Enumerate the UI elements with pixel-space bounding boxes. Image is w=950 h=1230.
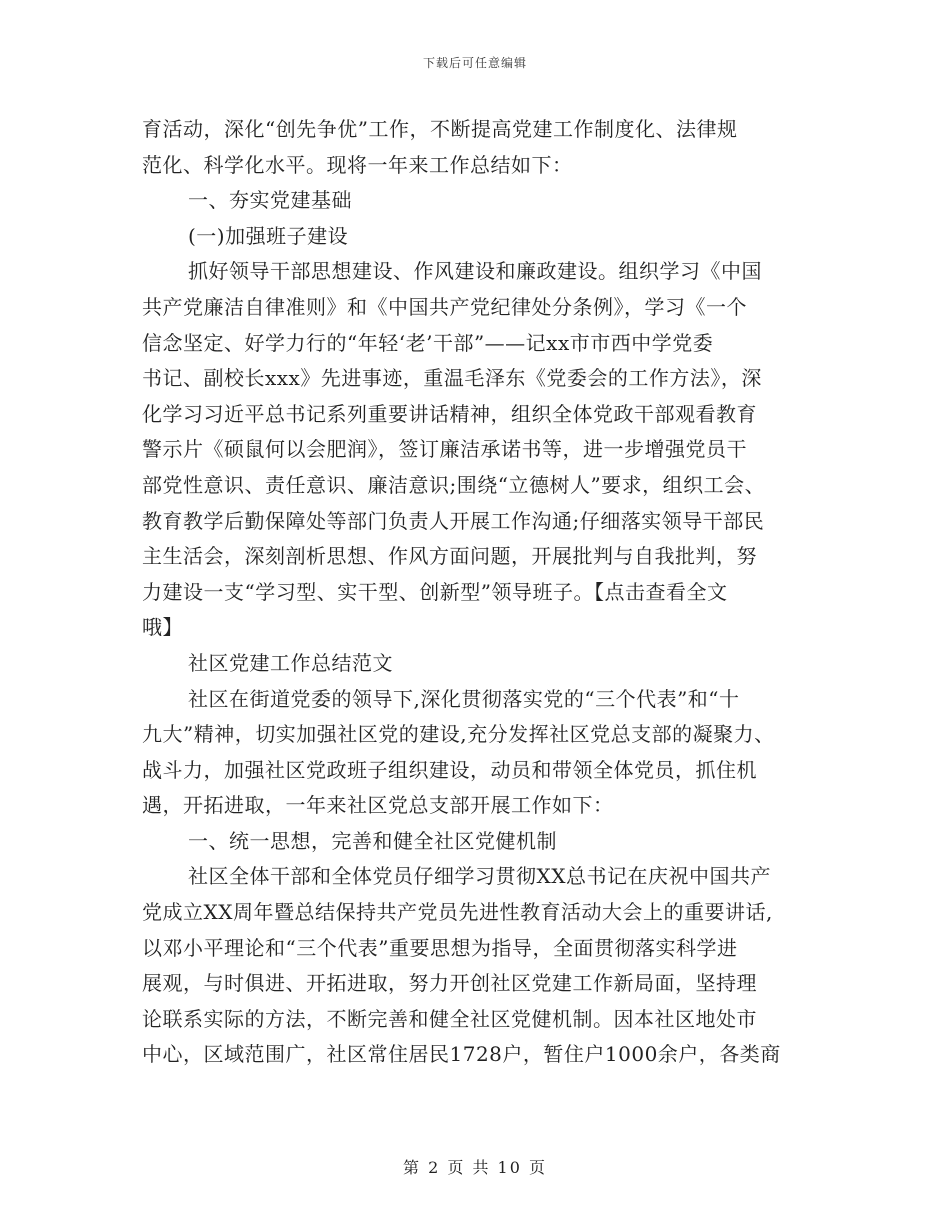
text-line: 社区全体干部和全体党员仔细学习贯彻XX总书记在庆祝中国共产 (188, 864, 771, 889)
text-line: 育活动，深化“创先争优”工作，不断提高党建工作制度化、法律规 (142, 117, 738, 141)
text-line: 以邓小平理论和“三个代表”重要思想为指导，全面贯彻落实科学进 (142, 935, 738, 960)
text-line: 展观，与时俱进、开拓进取，努力开创社区党建工作新局面，坚持理 (142, 971, 757, 996)
text-line: 哦】 (142, 615, 183, 640)
text-line: 论联系实际的方法，不断完善和健全社区党健机制。因本社区地处市 (142, 1006, 757, 1031)
text-line: 信念坚定、好学力行的“年轻‘老’干部”——记xx市市西中学党委 (142, 330, 714, 355)
text-line: 部党性意识、责任意识、廉洁意识;围绕“立德树人”要求，组织工会、 (142, 472, 766, 497)
text-line: 书记、副校长xxx》先进事迹，重温毛泽东《党委会的工作方法》，深 (142, 366, 762, 391)
text-line: 社区在街道党委的领导下,深化贯彻落实党的“三个代表”和“十 (188, 686, 740, 711)
section-heading: 一、统一思想，完善和健全社区党健机制 (188, 828, 557, 853)
text-line: 教育教学后勤保障处等部门负责人开展工作沟通;仔细落实领导干部民 (142, 508, 765, 533)
text-line: 中心，区域范围广，社区常住居民1728户，暂住户1000余户，各类商 (142, 1042, 781, 1067)
article-title: 社区党建工作总结范文 (188, 650, 393, 675)
text-line: 共产党廉洁自律准则》和《中国共产党纪律处分条例》，学习《一个 (142, 294, 747, 319)
text-line: 警示片《硕鼠何以会肥润》，签订廉洁承诺书等，进一步增强党员干 (142, 437, 747, 462)
text-line: 化学习习近平总书记系列重要讲话精神，组织全体党政干部观看教育 (142, 401, 757, 426)
text-line: 力建设一支“学习型、实干型、创新型”领导班子。【点击查看全文 (142, 579, 728, 604)
text-line: 主生活会，深刻剖析思想、作风方面问题，开展批判与自我批判，努 (142, 544, 757, 569)
text-line: 范化、科学化水平。现将一年来工作总结如下： (142, 152, 573, 177)
text-line: 九大”精神，切实加强社区党的建设,充分发挥社区党总支部的凝聚力、 (142, 722, 775, 747)
subsection-heading: (一)加强班子建设 (188, 223, 349, 248)
page-number: 第 2 页 共 10 页 (403, 1158, 547, 1177)
header-note: 下载后可任意编辑 (422, 56, 527, 70)
text-line: 党成立XX周年暨总结保持共产党员先进性教育活动大会上的重要讲话, (142, 900, 773, 925)
section-heading: 一、夯实党建基础 (188, 188, 352, 213)
text-line: 遇，开拓进取，一年来社区党总支部开展工作如下： (142, 793, 614, 818)
text-line: 战斗力，加强社区党政班子组织建设，动员和带领全体党员，抓住机 (142, 757, 757, 782)
text-line: 抓好领导干部思想建设、作风建设和廉政建设。组织学习《中国 (188, 259, 762, 284)
document-body (142, 112, 832, 1073)
